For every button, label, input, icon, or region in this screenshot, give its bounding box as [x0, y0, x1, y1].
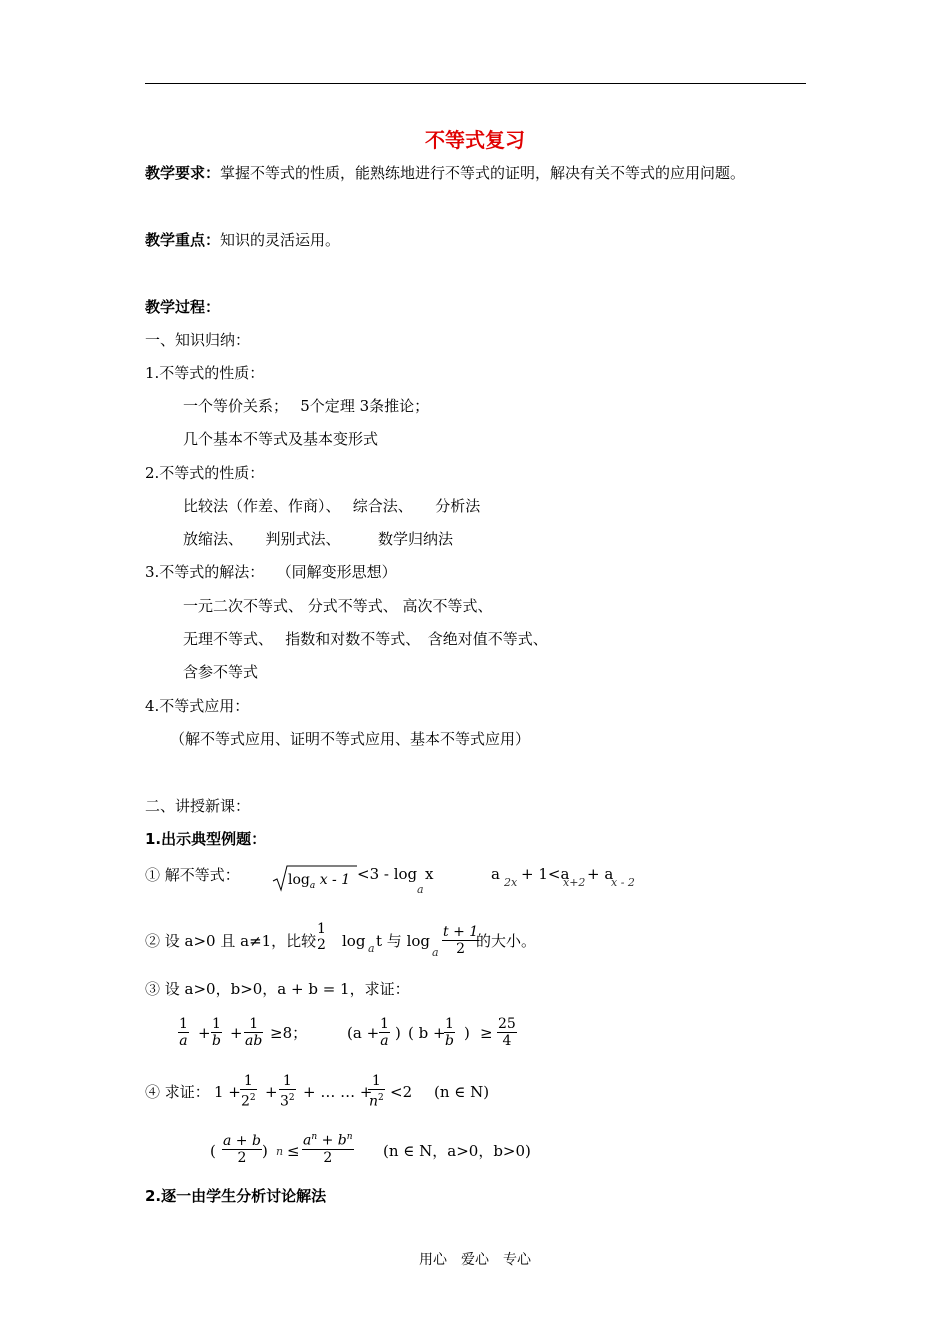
- ex2-t: t 与 log: [376, 932, 430, 950]
- ex1-rad-arg: x - 1: [319, 872, 351, 888]
- ex1-label: ① 解不等式：: [145, 866, 240, 884]
- ex4-f1: [240, 1073, 257, 1110]
- ex1-p2-plus: + a: [587, 865, 614, 883]
- ex4-dots: + … … +: [303, 1083, 373, 1101]
- header-rule: [145, 83, 806, 84]
- ex3-f2: [211, 1016, 222, 1049]
- ex4-f2-num: 1: [282, 1073, 292, 1089]
- process-label: 教学过程：: [145, 298, 221, 316]
- ex3-p1-close: ): [395, 1024, 401, 1042]
- ex4-f3: [368, 1073, 385, 1110]
- s3-line1: 一元二次不等式、 分式不等式、 高次不等式、: [183, 597, 493, 615]
- ex1-rad-log: log: [288, 872, 310, 888]
- ex3-p1-frac: [379, 1016, 390, 1049]
- ex1-rhs-x: x: [425, 865, 434, 883]
- ex3-f1: [178, 1016, 189, 1049]
- part2-sub1: 1.出示典型例题：: [145, 830, 267, 848]
- ex3-f3-num: 1: [249, 1016, 259, 1032]
- ex1-p2-a: a: [491, 865, 500, 883]
- ex3-p1-open: (a +: [347, 1024, 380, 1042]
- ex4-rhs-plus: + b: [321, 1132, 347, 1149]
- ex4-rhs-exp1: n: [311, 1132, 318, 1142]
- focus-label: 教学重点：: [145, 231, 221, 249]
- ex3-f3-den: ab: [245, 1033, 263, 1049]
- ex4-f3-exp: 2: [378, 1093, 384, 1103]
- ex3-p1-den: a: [380, 1033, 389, 1049]
- part1-heading: 一、知识归纳：: [145, 331, 251, 349]
- ex3-f1-den: a: [179, 1033, 188, 1049]
- ex4-f3-den: n: [369, 1093, 379, 1110]
- requirement-line: [145, 164, 745, 182]
- ex3-p1-num: 1: [380, 1016, 389, 1032]
- page-title: 不等式复习: [425, 128, 525, 152]
- ex4-one: 1 +: [214, 1083, 241, 1101]
- ex4-f1-den: 2: [241, 1093, 250, 1110]
- ex2-base2: a: [432, 946, 439, 959]
- focus-text: 知识的灵活运用。: [220, 231, 341, 249]
- requirement-label: 教学要求：: [145, 164, 221, 182]
- ex4-plus1: +: [265, 1083, 278, 1101]
- ex4-label: ④ 求证：: [145, 1083, 210, 1101]
- ex1-radical: [272, 862, 358, 892]
- ex4-mean-den: 2: [222, 1149, 262, 1166]
- ex4-mean-frac: [222, 1133, 262, 1166]
- ex3-f2-num: 1: [212, 1016, 221, 1032]
- s1-line2: 几个基本不等式及基本变形式: [183, 430, 379, 448]
- ex2-frac-den: 2: [442, 940, 479, 957]
- ex3-p2-frac: [444, 1016, 455, 1049]
- ex1-rhs-base: a: [417, 883, 424, 896]
- ex1-p2-mid: + 1<a: [521, 865, 570, 883]
- ex4-rhs-frac: [302, 1129, 354, 1166]
- s2-line2: 放缩法、 判别式法、 数学归纳法: [183, 530, 454, 548]
- ex4-f2-den: 3: [280, 1093, 289, 1110]
- s2-line1: 比较法（作差、作商）、 综合法、 分析法: [183, 497, 481, 515]
- ex4-f2: [279, 1073, 296, 1110]
- ex4-cond1: (n ∈ N): [434, 1083, 490, 1101]
- ex3-rhs-den: 4: [497, 1032, 517, 1049]
- ex4-rhs-den: 2: [302, 1149, 354, 1166]
- ex2-frac-num: t + 1: [443, 924, 479, 940]
- ex4-lp: (: [210, 1142, 216, 1160]
- s2-title: 2.不等式的性质：: [145, 464, 265, 482]
- ex3-plus1: +: [198, 1024, 211, 1042]
- ex3-f1-num: 1: [179, 1016, 188, 1032]
- ex3-f2-den: b: [212, 1033, 221, 1049]
- requirement-text: 掌握不等式的性质，能熟练地进行不等式的证明，解决有关不等式的应用问题。: [220, 164, 746, 182]
- s3-line2: 无理不等式、 指数和对数不等式、 含绝对值不等式、: [183, 630, 548, 648]
- page-footer: 用心 爱心 专心: [419, 1252, 531, 1268]
- s4-title: 4.不等式应用：: [145, 697, 250, 715]
- ex2-half: [316, 921, 327, 953]
- ex4-f1-exp: 2: [249, 1093, 256, 1103]
- ex4-rhs-a: a: [303, 1132, 312, 1149]
- ex3-geq8: ≥8；: [270, 1024, 308, 1042]
- ex4-rhs-exp2: n: [346, 1132, 353, 1142]
- ex2-log1: log: [342, 932, 366, 950]
- ex1-p2-e2: x+2: [563, 876, 586, 889]
- ex3-plus2: +: [230, 1024, 243, 1042]
- ex4-f2-exp: 2: [288, 1093, 295, 1103]
- ex4-n-exp: n: [276, 1145, 284, 1158]
- ex2-base1: a: [368, 942, 375, 955]
- ex3-p2-close: ): [464, 1024, 470, 1042]
- ex3-p2-open: ( b +: [408, 1024, 446, 1042]
- s1-title: 1.不等式的性质：: [145, 364, 265, 382]
- s1-line1: 一个等价关系； 5个定理 3条推论；: [183, 397, 430, 415]
- part2-heading: 二、讲授新课：: [145, 797, 251, 815]
- ex3-p2-num: 1: [445, 1016, 454, 1032]
- ex4-cond2: (n ∈ N，a>0，b>0): [383, 1142, 531, 1160]
- focus-line: [145, 231, 340, 249]
- ex4-mean-num: a + b: [223, 1133, 261, 1149]
- ex1-p2-e3: x - 2: [611, 876, 635, 889]
- ex4-lt2: <2: [390, 1083, 413, 1101]
- ex4-f3-num: 1: [371, 1073, 381, 1089]
- ex2-frac: [442, 924, 479, 957]
- ex4-leq: ≤: [287, 1142, 300, 1160]
- s3-line3: 含参不等式: [183, 663, 259, 681]
- ex3-f3: [244, 1016, 263, 1049]
- ex4-rp: ): [262, 1142, 268, 1160]
- ex1-rhs: [357, 865, 417, 883]
- ex2-label: ② 设 a>0 且 a≠1，比较: [145, 932, 317, 950]
- ex1-rhs-text: <3 - log: [357, 865, 418, 883]
- ex1-p2-e1: 2x: [504, 876, 518, 889]
- ex3-rhs-frac: [497, 1016, 517, 1049]
- ex3-label: ③ 设 a>0，b>0，a + b = 1，求证：: [145, 980, 410, 998]
- ex4-f1-num: 1: [243, 1073, 253, 1089]
- ex1-rad-base: a: [309, 880, 316, 891]
- ex2-half-num: 1: [317, 921, 326, 937]
- s4-line1: （解不等式应用、证明不等式应用、基本不等式应用）: [170, 730, 531, 748]
- ex3-rhs-num: 25: [498, 1016, 516, 1032]
- ex3-p2-den: b: [445, 1033, 454, 1049]
- ex3-geq: ≥: [480, 1024, 493, 1042]
- ex2-half-den: 2: [317, 937, 326, 953]
- part2-sub2: 2.逐一由学生分析讨论解法: [145, 1187, 327, 1205]
- ex2-tail: 的大小。: [476, 932, 537, 950]
- s3-title: 3.不等式的解法： （同解变形思想）: [145, 563, 397, 581]
